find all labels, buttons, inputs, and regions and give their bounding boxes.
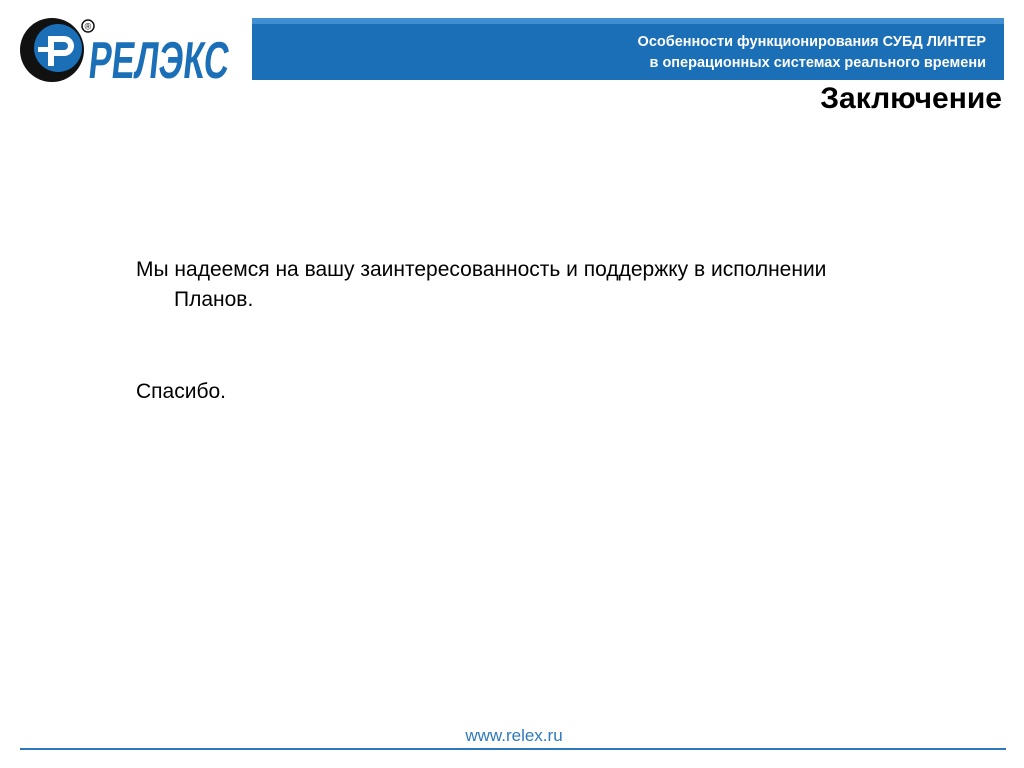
thanks-paragraph: Спасибо. [136,380,226,403]
body-paragraph: Мы надеемся на вашу заинтересованность и поддержку в исполнении Планов. [136,258,827,311]
registered-mark: ® [84,21,92,32]
relex-logo [18,14,304,90]
header-band-highlight [252,18,1004,24]
header-title-line1: Особенности функционирования СУБД ЛИНТЕР [637,34,986,50]
section-title: Заключение [820,82,1002,115]
footer-divider [20,748,1006,750]
header-band [252,18,1004,80]
footer-url-text[interactable]: www.relex.ru [465,726,563,745]
body-text [136,255,856,407]
logo-wordmark: РЕЛЭКС [86,32,304,90]
footer-url[interactable] [0,726,1024,746]
header-title-line2: в операционных системах реального времени [649,55,986,71]
relex-logo-icon [18,14,304,90]
